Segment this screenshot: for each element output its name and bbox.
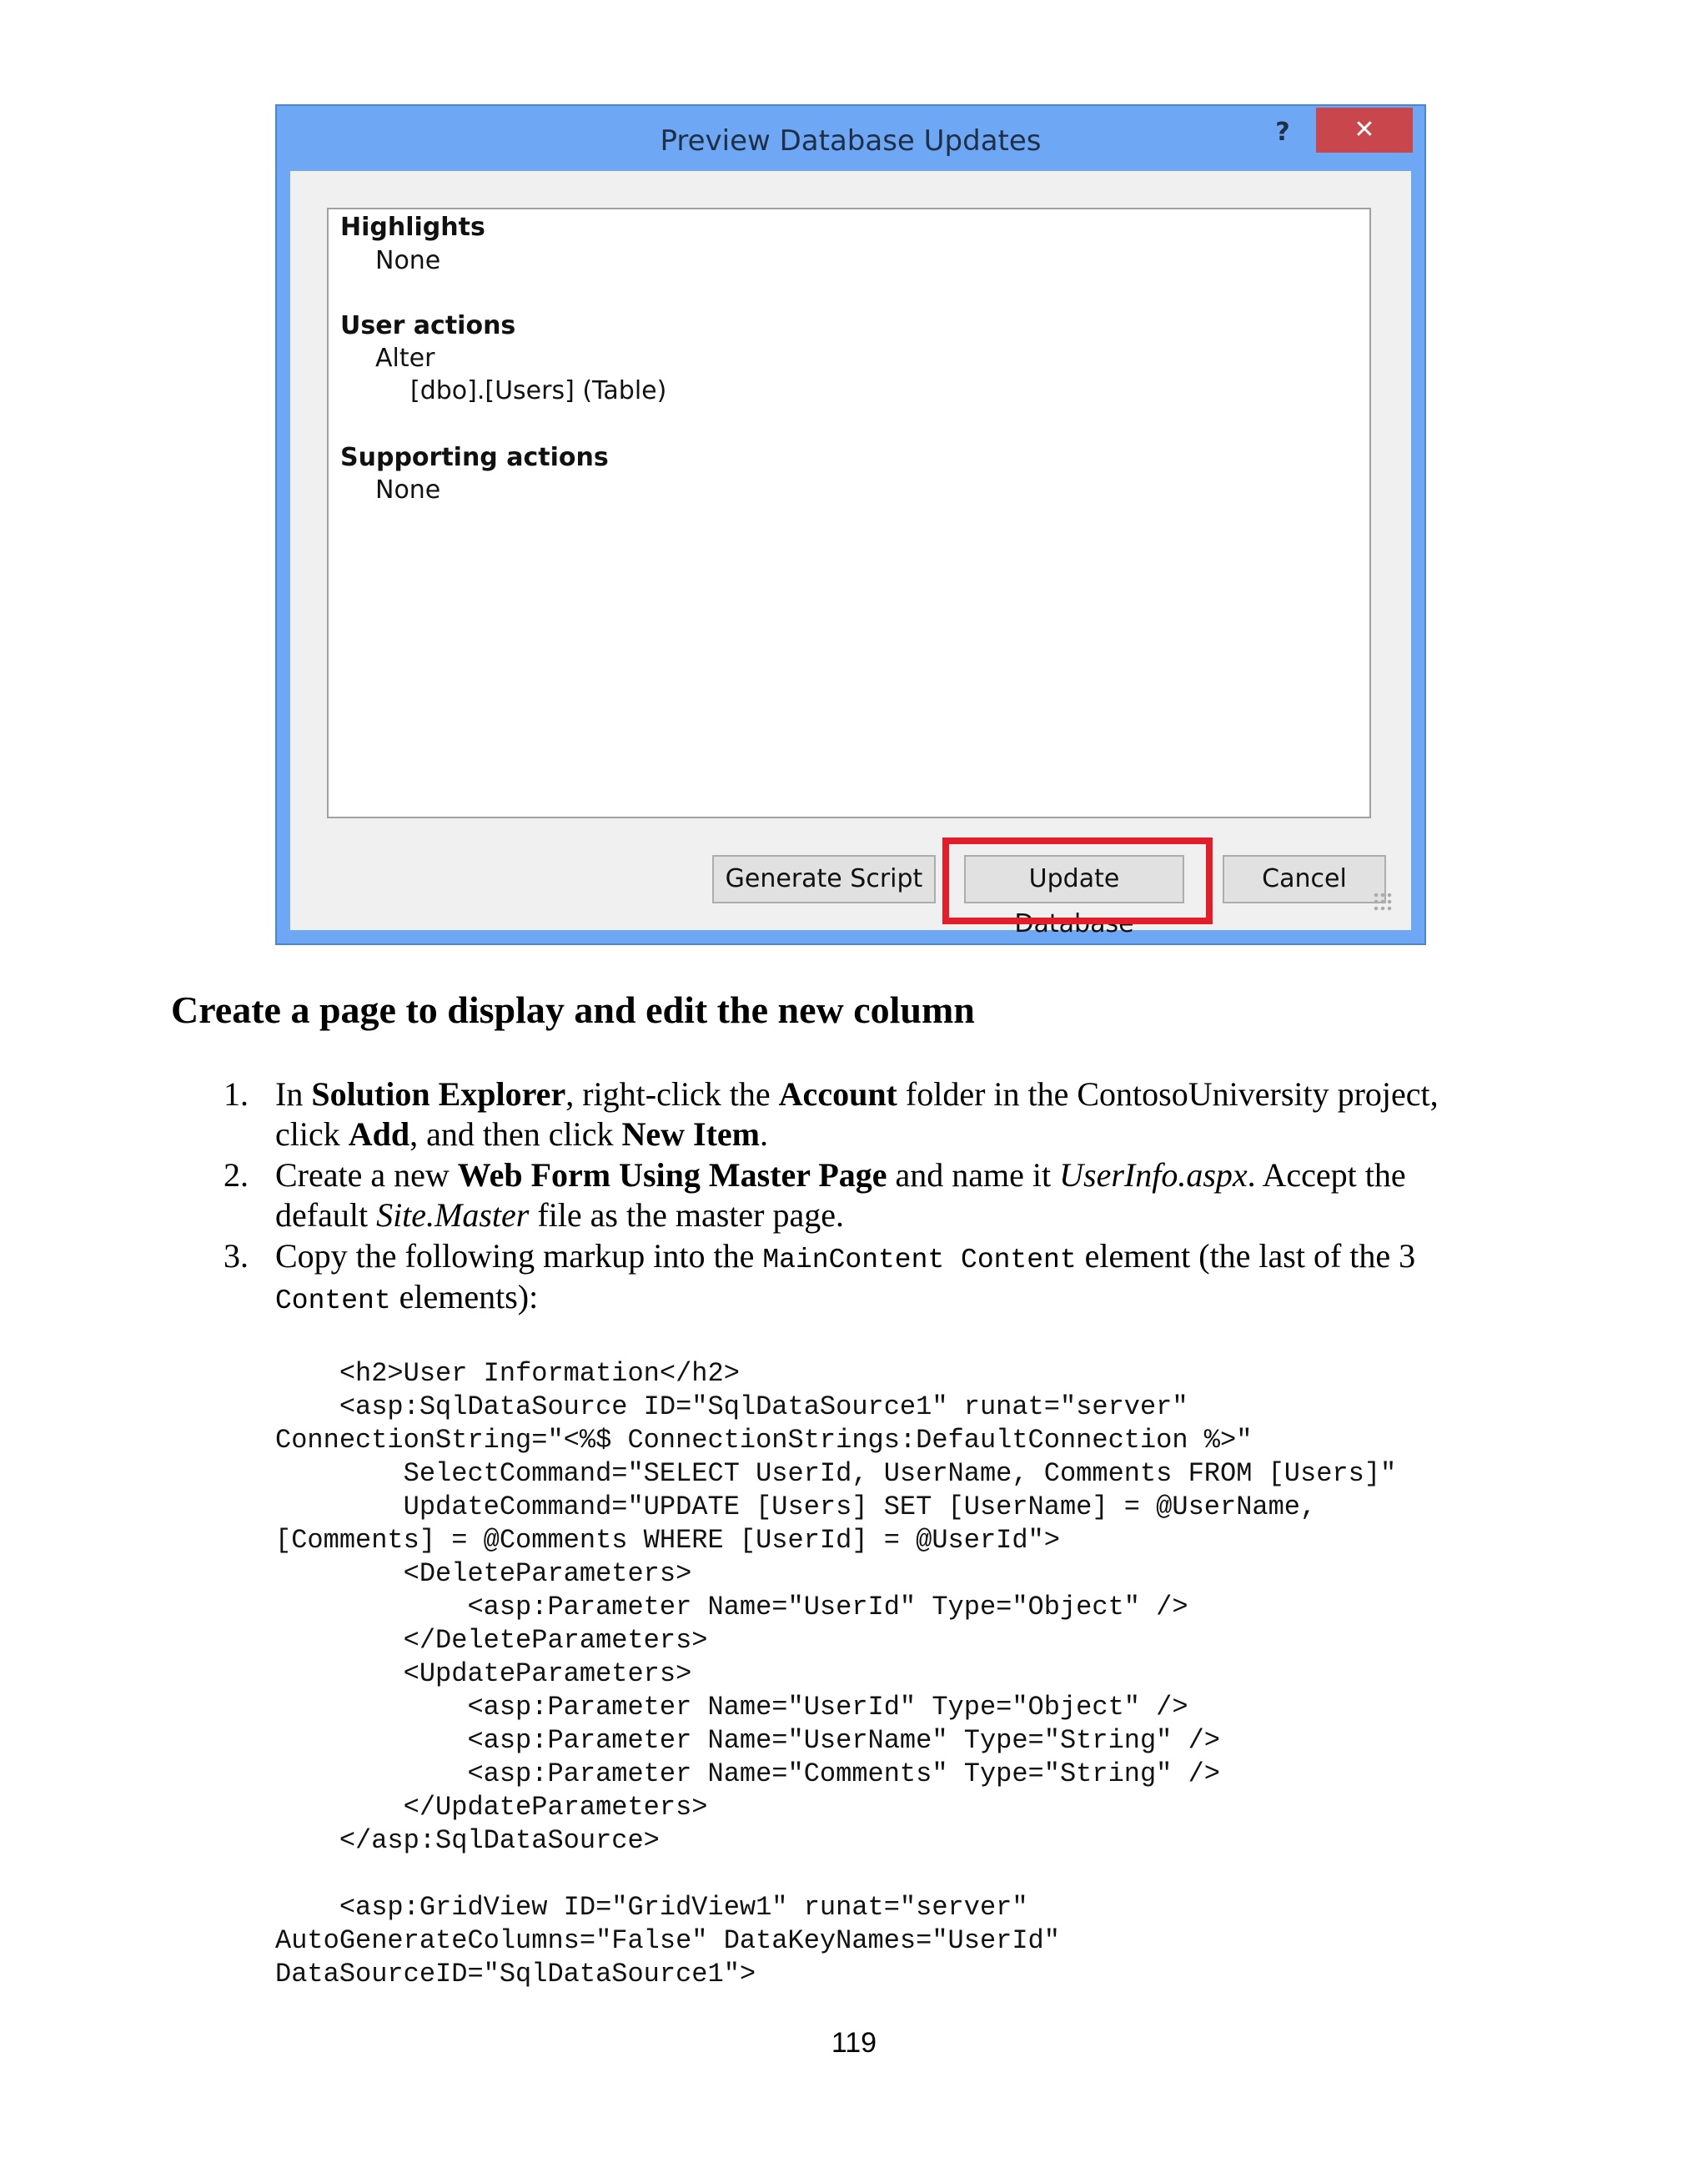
code-line: SelectCommand="SELECT UserId, UserName, Comments FROM [Users]" bbox=[275, 1458, 1397, 1489]
code-line: <h2>User Information</h2> bbox=[275, 1358, 740, 1389]
user-action-target: [dbo].[Users] (Table) bbox=[410, 376, 667, 405]
code-line: <asp:SqlDataSource ID="SqlDataSource1" runat="server" bbox=[275, 1391, 1188, 1422]
code-line: <asp:Parameter Name="UserName" Type="String" /> bbox=[275, 1725, 1220, 1756]
step-2-line-1: Create a new Web Form Using Master Page and name it UserInfo.aspx. Accept the bbox=[275, 1156, 1406, 1194]
code-line: </DeleteParameters> bbox=[275, 1625, 708, 1656]
page-number: 119 bbox=[831, 2027, 877, 2059]
update-database-highlight-frame bbox=[942, 838, 1213, 924]
code-line: ConnectionString="<%$ ConnectionStrings:DefaultConnection %>" bbox=[275, 1425, 1253, 1456]
step-1-line-1: In Solution Explorer, right-click the Account folder in the ContosoUniversity project, bbox=[275, 1075, 1439, 1113]
step-3-line-2: Content elements): bbox=[275, 1278, 539, 1316]
code-line: DataSourceID="SqlDataSource1"> bbox=[275, 1959, 756, 1989]
close-button[interactable] bbox=[1316, 108, 1413, 153]
code-line: AutoGenerateColumns="False" DataKeyNames="UserId" bbox=[275, 1925, 1060, 1956]
preview-database-updates-dialog bbox=[275, 104, 1426, 945]
section-heading: Create a page to display and edit the new column bbox=[171, 988, 975, 1031]
highlights-value: None bbox=[375, 246, 441, 275]
code-line: <asp:Parameter Name="UserId" Type="Object" /> bbox=[275, 1592, 1188, 1622]
code-line: <DeleteParameters> bbox=[275, 1558, 692, 1589]
step-number: 1. bbox=[224, 1075, 249, 1113]
update-summary-box bbox=[327, 208, 1371, 818]
step-3-line-1: Copy the following markup into the MainContent Content element (the last of the 3 bbox=[275, 1237, 1416, 1275]
code-line: <asp:GridView ID="GridView1" runat="server" bbox=[275, 1892, 1028, 1923]
code-line: <UpdateParameters> bbox=[275, 1658, 692, 1689]
user-action-alter: Alter bbox=[375, 344, 435, 373]
resize-grip[interactable] bbox=[1373, 892, 1393, 912]
code-line: [Comments] = @Comments WHERE [UserId] = @UserId"> bbox=[275, 1525, 1060, 1556]
code-line: UpdateCommand="UPDATE [Users] SET [UserName] = @UserName, bbox=[275, 1491, 1317, 1522]
step-2-line-2: default Site.Master file as the master page. bbox=[275, 1196, 844, 1234]
user-actions-header: User actions bbox=[340, 311, 516, 340]
dialog-title: Preview Database Updates bbox=[660, 124, 1042, 158]
code-line: <asp:Parameter Name="UserId" Type="Object" /> bbox=[275, 1692, 1188, 1723]
code-line: </asp:SqlDataSource> bbox=[275, 1825, 660, 1856]
help-button[interactable]: ? bbox=[1275, 118, 1290, 147]
supporting-actions-header: Supporting actions bbox=[340, 443, 609, 472]
code-line: <asp:Parameter Name="Comments" Type="String" /> bbox=[275, 1758, 1220, 1789]
step-1-line-2: click Add, and then click New Item. bbox=[275, 1115, 768, 1153]
supporting-actions-value: None bbox=[375, 475, 441, 505]
code-line: </UpdateParameters> bbox=[275, 1792, 708, 1823]
generate-script-button[interactable]: Generate Script bbox=[712, 855, 936, 903]
highlights-header: Highlights bbox=[340, 213, 485, 242]
step-number: 3. bbox=[224, 1237, 249, 1275]
close-icon: ✕ bbox=[1354, 115, 1375, 144]
step-number: 2. bbox=[224, 1156, 249, 1194]
dialog-client-area bbox=[290, 171, 1411, 938]
cancel-button[interactable]: Cancel bbox=[1223, 855, 1386, 903]
update-database-button[interactable]: Update Database bbox=[964, 855, 1184, 903]
